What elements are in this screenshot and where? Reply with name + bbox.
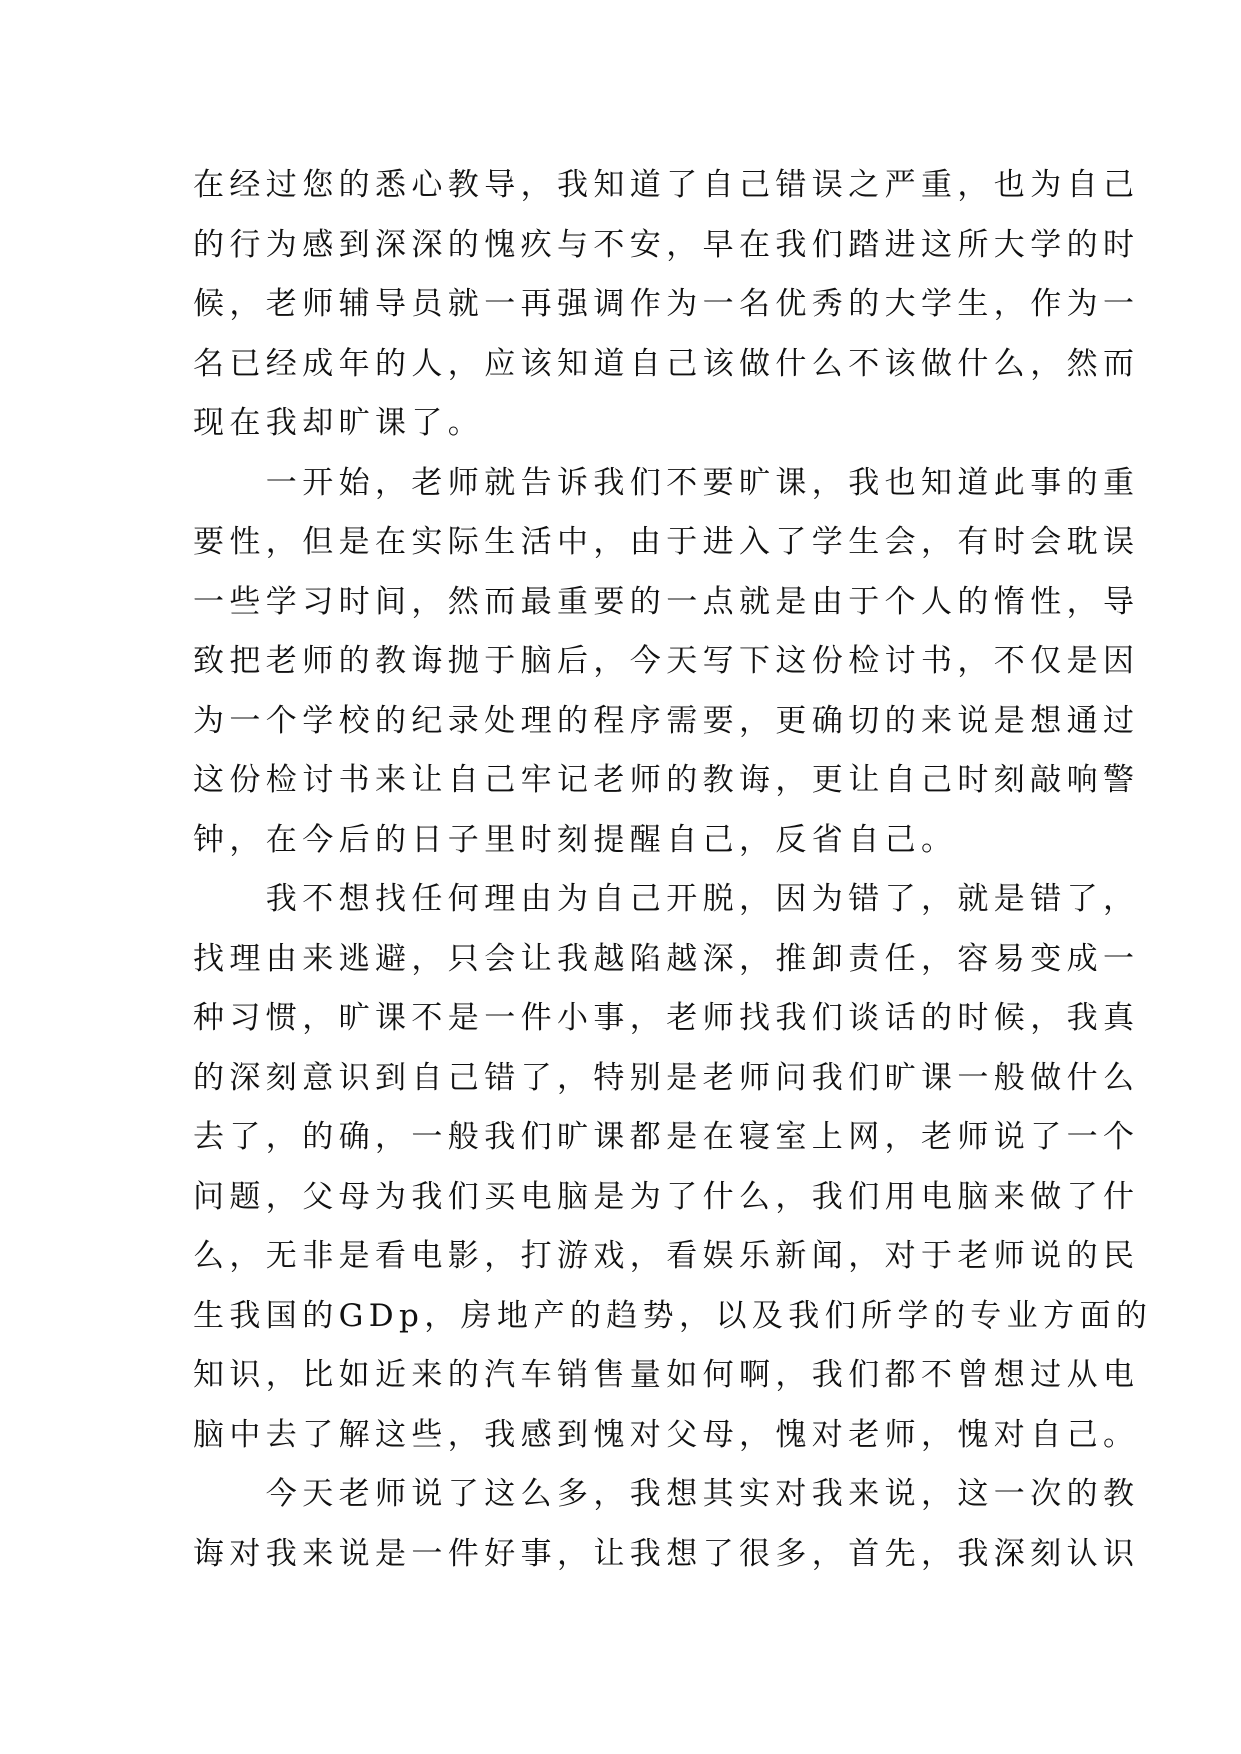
text-line: 现在我却旷课了。: [193, 405, 485, 441]
text-line: 一开始，老师就告诉我们不要旷课，我也知道此事的重: [193, 464, 1140, 501]
text-line: 的行为感到深深的愧疚与不安，早在我们踏进这所大学的时: [193, 226, 1140, 263]
text-line: 脑中去了解这些，我感到愧对父母，愧对老师，愧对自己。: [193, 1416, 1140, 1453]
text-line: 知识，比如近来的汽车销售量如何啊，我们都不曾想过从电: [193, 1357, 1140, 1393]
text-line: 名已经成年的人，应该知道自己该做什么不该做什么，然而: [193, 345, 1140, 382]
text-line: 今天老师说了这么多，我想其实对我来说，这一次的教: [193, 1476, 1140, 1512]
text-line: 一些学习时间，然而最重要的一点就是由于个人的惰性，导: [193, 583, 1140, 620]
text-line: 找理由来逃避，只会让我越陷越深，推卸责任，容易变成一: [193, 940, 1140, 977]
text-line: 为一个学校的纪录处理的程序需要，更确切的来说是想通过: [193, 702, 1140, 739]
text-line: 问题，父母为我们买电脑是为了什么，我们用电脑来做了什: [193, 1178, 1140, 1215]
text-line: 致把老师的教诲抛于脑后，今天写下这份检讨书，不仅是因: [193, 643, 1140, 679]
text-line: 生我国的GDp，房地产的趋势，以及我们所学的专业方面的: [193, 1297, 1153, 1334]
document-body: [193, 156, 1153, 1584]
text-line: 诲对我来说是一件好事，让我想了很多，首先，我深刻认识: [193, 1535, 1140, 1572]
text-line: 去了，的确，一般我们旷课都是在寝室上网，老师说了一个: [193, 1119, 1140, 1155]
text-line: 候，老师辅导员就一再强调作为一名优秀的大学生，作为一: [193, 286, 1140, 322]
text-line: 种习惯，旷课不是一件小事，老师找我们谈话的时候，我真: [193, 1000, 1140, 1036]
text-line: 这份检讨书来让自己牢记老师的教诲，更让自己时刻敲响警: [193, 762, 1140, 798]
text-line: 钟，在今后的日子里时刻提醒自己，反省自己。: [193, 821, 958, 858]
text-line: 我不想找任何理由为自己开脱，因为错了，就是错了，: [193, 881, 1140, 917]
text-line: 在经过您的悉心教导，我知道了自己错误之严重，也为自己: [193, 167, 1140, 203]
text-line: 的深刻意识到自己错了，特别是老师问我们旷课一般做什么: [193, 1059, 1140, 1096]
text-line: 么，无非是看电影，打游戏，看娱乐新闻，对于老师说的民: [193, 1238, 1140, 1274]
text-line: 要性，但是在实际生活中，由于进入了学生会，有时会耽误: [193, 524, 1140, 560]
